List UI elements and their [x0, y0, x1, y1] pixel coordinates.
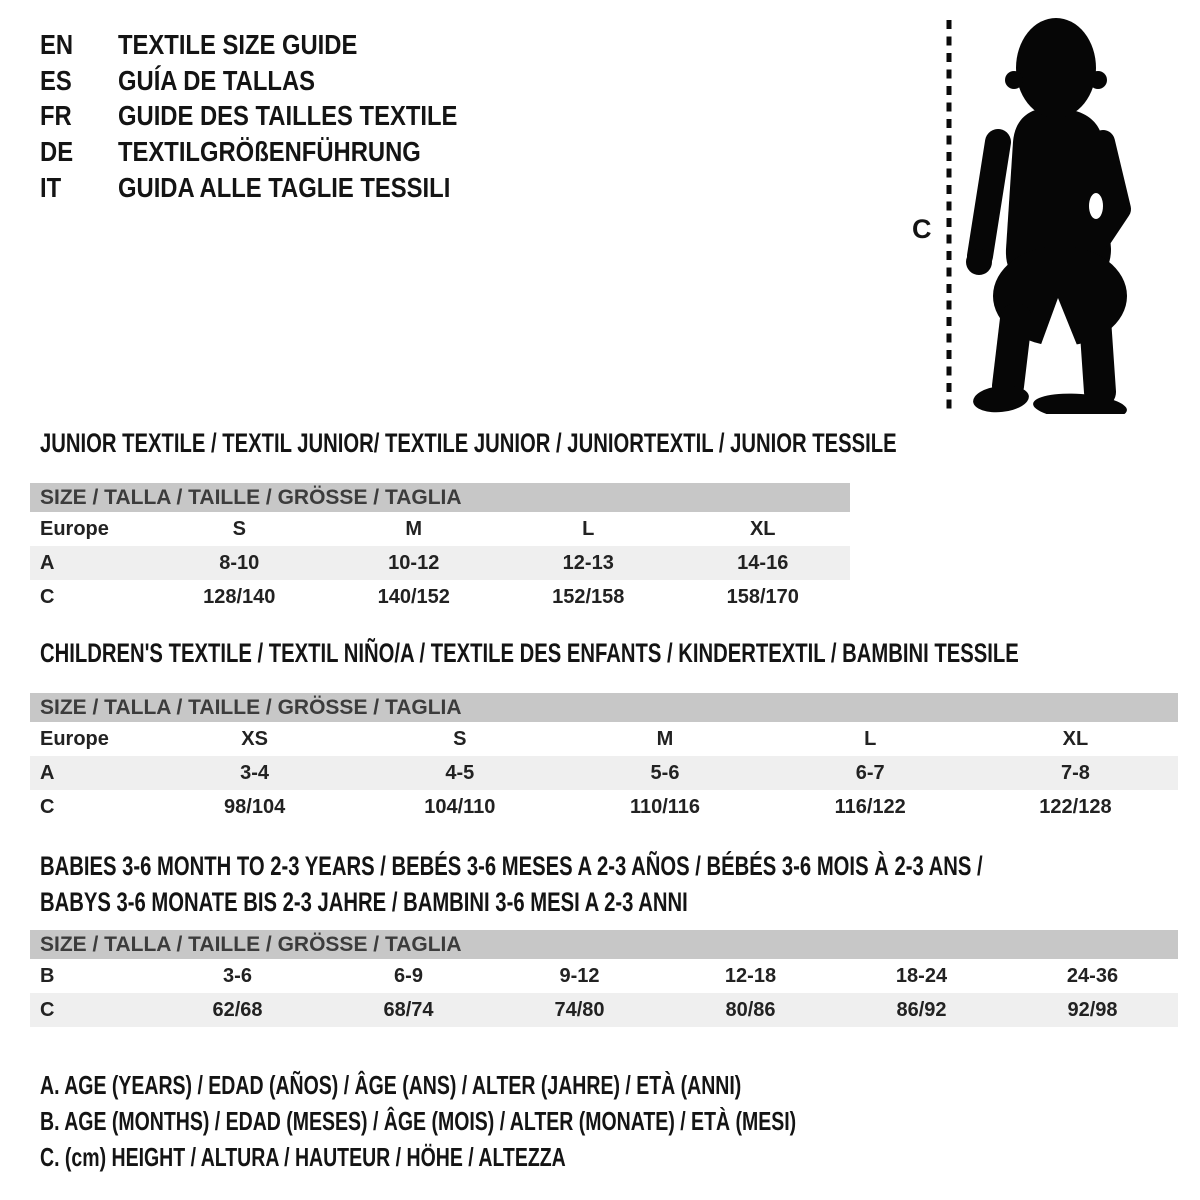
table-row-age: [30, 546, 850, 580]
age-cell: 24-36: [1066, 964, 1119, 987]
height-measure-label: C: [912, 214, 932, 244]
height-cell: 128/140: [203, 585, 276, 608]
row-label: A: [40, 551, 55, 574]
language-row: [40, 170, 517, 206]
height-cell: 80/86: [725, 998, 776, 1021]
size-cell: XL: [1062, 727, 1089, 750]
height-cell: 74/80: [554, 998, 605, 1021]
guide-title: GUIDA ALLE TAGLIE TESSILI: [118, 171, 451, 203]
table-row-height: [30, 993, 1178, 1027]
row-label: B: [40, 964, 55, 987]
height-cell: 92/98: [1067, 998, 1118, 1021]
row-label: Europe: [40, 727, 109, 750]
age-cell: 18-24: [895, 964, 948, 987]
height-cell: 62/68: [212, 998, 263, 1021]
table-row-europe: [30, 512, 850, 546]
language-row: [40, 134, 517, 170]
toddler-silhouette-icon: [953, 14, 1143, 414]
age-cell: 12-13: [562, 551, 614, 574]
height-cell: 68/74: [383, 998, 434, 1021]
age-cell: 3-4: [240, 761, 270, 784]
height-cell: 122/128: [1039, 795, 1112, 818]
height-cell: 140/152: [377, 585, 450, 608]
language-title-list: [40, 27, 517, 205]
section-children-textile: [30, 640, 1178, 824]
height-cell: 104/110: [424, 795, 496, 818]
size-header-bar: SIZE / TALLA / TAILLE / GRÖSSE / TAGLIA: [30, 693, 1178, 722]
language-row: [40, 27, 517, 63]
age-cell: 5-6: [650, 761, 680, 784]
size-cell: XS: [241, 727, 268, 750]
age-cell: 12-18: [724, 964, 777, 987]
size-cell: XL: [749, 517, 776, 540]
language-code: ES: [40, 64, 72, 96]
age-cell: 6-9: [394, 964, 423, 987]
age-cell: 4-5: [445, 761, 475, 784]
guide-title: TEXTILGRÖßENFÜHRUNG: [118, 135, 421, 167]
size-cell: S: [232, 517, 246, 540]
section-heading: BABIES 3-6 MONTH TO 2-3 YEARS / BEBÉS 3-6 MESES A 2-3 AÑOS / BÉBÉS 3-6 MOIS À 2-3 ANS / BABYS 3-6 MONATE BIS 2-3 JAHRE / BAMBINI 3-6 MESI A 2-3 ANNI: [40, 851, 983, 917]
size-cell: M: [405, 517, 423, 540]
row-label: C: [40, 998, 55, 1021]
table-row-height: [30, 580, 850, 614]
size-header-bar: SIZE / TALLA / TAILLE / GRÖSSE / TAGLIA: [30, 483, 850, 512]
language-code: IT: [40, 171, 62, 203]
guide-title: TEXTILE SIZE GUIDE: [118, 28, 358, 60]
size-header-bar: SIZE / TALLA / TAILLE / GRÖSSE / TAGLIA: [30, 930, 1178, 959]
row-label: A: [40, 761, 55, 784]
row-label: C: [40, 585, 55, 608]
table-row-age: [30, 756, 1178, 790]
table-row-europe: [30, 722, 1178, 756]
row-label: C: [40, 795, 55, 818]
guide-title: GUIDE DES TAILLES TEXTILE: [118, 100, 458, 132]
legend-line-c: C. (cm) HEIGHT / ALTURA / HAUTEUR / HÖHE / ALTEZZA: [40, 1142, 566, 1172]
size-cell: L: [864, 727, 877, 750]
height-cell: 158/170: [726, 585, 799, 608]
size-cell: S: [453, 727, 467, 750]
age-cell: 8-10: [219, 551, 260, 574]
row-label: Europe: [40, 517, 109, 540]
language-row: [40, 63, 517, 99]
age-cell: 6-7: [855, 761, 885, 784]
guide-title: GUÍA DE TALLAS: [118, 64, 316, 96]
legend-line-b: B. AGE (MONTHS) / EDAD (MESES) / ÂGE (MOIS) / ALTER (MONATE) / ETÀ (MESI): [40, 1106, 797, 1136]
table-row-height: [30, 790, 1178, 824]
language-code: EN: [40, 28, 74, 60]
age-cell: 14-16: [737, 551, 789, 574]
height-cell: 86/92: [896, 998, 947, 1021]
section-heading: JUNIOR TEXTILE / TEXTIL JUNIOR/ TEXTILE JUNIOR / JUNIORTEXTIL / JUNIOR TESSILE: [40, 428, 897, 458]
section-babies-textile: [30, 848, 1178, 1027]
section-heading: CHILDREN'S TEXTILE / TEXTIL NIÑO/A / TEXTILE DES ENFANTS / KINDERTEXTIL / BAMBINI TESSILE: [40, 638, 1019, 668]
language-code: FR: [40, 100, 72, 132]
height-cell: 152/158: [552, 585, 625, 608]
legend-line-a: A. AGE (YEARS) / EDAD (AÑOS) / ÂGE (ANS) / ALTER (JAHRE) / ETÀ (ANNI): [40, 1070, 742, 1100]
size-cell: M: [656, 727, 674, 750]
age-cell: 7-8: [1060, 761, 1090, 784]
age-cell: 3-6: [223, 964, 252, 987]
size-cell: L: [582, 517, 595, 540]
measurement-legend: [40, 1067, 1048, 1175]
section-junior-textile: [30, 428, 897, 614]
age-cell: 10-12: [388, 551, 440, 574]
language-row: [40, 98, 517, 134]
height-cell: 110/116: [629, 795, 701, 818]
age-cell: 9-12: [559, 964, 600, 987]
height-cell: 98/104: [224, 795, 286, 818]
table-row-age-months: [30, 959, 1178, 993]
language-code: DE: [40, 135, 74, 167]
height-cell: 116/122: [834, 795, 906, 818]
